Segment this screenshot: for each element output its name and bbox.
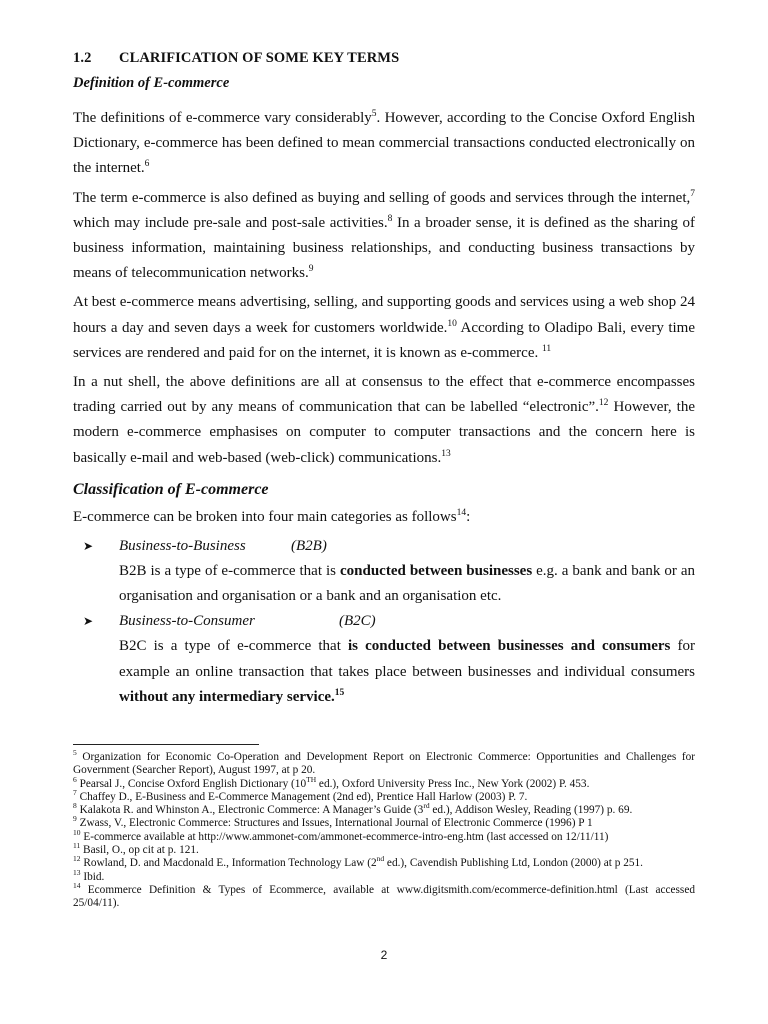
footnote-13 bbox=[73, 867, 695, 884]
b2b-text-a: B2B is a type of e-commerce that is bbox=[119, 563, 340, 580]
footnote-text: Kalakota R. and Whinston A., Electronic Commerce: A Manager’s Guide (3 bbox=[76, 804, 424, 817]
footnote-number: 5 bbox=[73, 748, 77, 758]
footnote-text-2: ed.), Cavendish Publishing Ltd, London (2000) at p 251. bbox=[384, 857, 643, 870]
b2b-text-b: e.g. a bank and bank or an organisation and organisation or a bank and an organisation etc. bbox=[119, 563, 695, 605]
footnote-number: 6 bbox=[73, 774, 77, 784]
footnote-number: 12 bbox=[73, 854, 81, 864]
b2b-text-bold: conducted between businesses bbox=[340, 563, 533, 580]
footnote-ref-13[interactable]: 13 bbox=[441, 448, 451, 459]
footnote-12 bbox=[73, 854, 695, 870]
footnote-number: 11 bbox=[73, 841, 81, 851]
b2c-text-a: B2C is a type of e-commerce that bbox=[119, 638, 349, 655]
paragraph-4-text-b: However, the modern e-commerce emphasises on computer to computer transactions and the concern here is basically e-mail and web-based (web-click) communications. bbox=[73, 399, 695, 466]
footnote-ref-15[interactable]: 15 bbox=[334, 687, 345, 698]
b2b-term: Business-to-Business bbox=[119, 538, 246, 555]
footnote-ref-5[interactable]: 5 bbox=[371, 109, 377, 119]
footnote-text: Rowland, D. and Macdonald E., Information Technology Law (2 bbox=[80, 857, 377, 870]
footnote-ref-6[interactable]: 6 bbox=[144, 159, 150, 170]
footnote-text-2: ed.), Oxford University Press Inc., New York (2002) P. 453. bbox=[316, 777, 590, 790]
footnote-superscript: rd bbox=[423, 801, 430, 811]
document-body bbox=[73, 50, 695, 710]
footnote-5 bbox=[73, 748, 695, 778]
footnote-ref-10[interactable]: 10 bbox=[447, 318, 457, 329]
paragraph-2 bbox=[73, 186, 695, 287]
footnote-text: Pearsal J., Concise Oxford English Dictionary (10 bbox=[76, 777, 307, 790]
paragraph-3-text-b: According to Oladipo Bali, every time services are rendered and paid for on the internet, it is known as e-commerce. bbox=[73, 319, 695, 361]
footnote-10 bbox=[73, 828, 695, 844]
list-item-b2c bbox=[73, 609, 695, 634]
footnote-number: 7 bbox=[73, 788, 77, 798]
b2b-description bbox=[73, 559, 695, 609]
footnote-ref-8[interactable]: 8 bbox=[387, 213, 393, 224]
arrow-bullet-icon: ➤ bbox=[83, 539, 94, 554]
page-number: 2 bbox=[380, 948, 388, 962]
arrow-bullet-icon: ➤ bbox=[83, 614, 94, 629]
footnote-text[interactable]: E-commerce available at http://www.ammonet-com/ammonet-ecommerce-intro-eng.htm (last accessed on 12/11/11) bbox=[80, 830, 609, 843]
footnote-9 bbox=[73, 814, 695, 830]
b2c-text-bold: is conducted between businesses and consumers bbox=[348, 638, 671, 655]
footnote-14 bbox=[73, 881, 695, 911]
footnote-superscript: TH bbox=[306, 774, 317, 784]
list-item-b2b bbox=[73, 534, 695, 559]
classification-intro bbox=[73, 505, 695, 530]
section-title: CLARIFICATION OF SOME KEY TERMS bbox=[119, 50, 400, 66]
footnote-text-2: ed.), Addison Wesley, Reading (1997) p. 69. bbox=[429, 804, 633, 817]
subheading-classification: Classification of E-commerce bbox=[73, 480, 269, 498]
footnote-text: Basil, O., op cit at p. 121. bbox=[80, 844, 199, 857]
footnote-ref-11[interactable]: 11 bbox=[541, 343, 552, 354]
paragraph-2-text-a: The term e-commerce is also defined as buying and selling of goods and services through the internet, bbox=[73, 189, 691, 206]
footnotes bbox=[73, 748, 695, 911]
footnote-7 bbox=[73, 788, 695, 804]
footnote-text: Zwass, V., Electronic Commerce: Structures and Issues, International Journal of Electronic Commerce (1996) P 1 bbox=[76, 817, 593, 830]
b2c-term: Business-to-Consumer bbox=[119, 613, 255, 630]
footnote-8 bbox=[73, 801, 695, 817]
b2b-abbr: (B2B) bbox=[291, 538, 327, 555]
paragraph-4 bbox=[73, 370, 695, 471]
footnote-ref-12[interactable]: 12 bbox=[598, 398, 609, 409]
footnote-ref-9[interactable]: 9 bbox=[308, 264, 314, 275]
footnote-ref-7[interactable]: 7 bbox=[690, 188, 695, 199]
subheading-definition: Definition of E-commerce bbox=[73, 75, 230, 91]
b2c-abbr: (B2C) bbox=[339, 613, 376, 630]
footnote-number: 14 bbox=[73, 881, 81, 891]
paragraph-3 bbox=[73, 290, 695, 366]
footnote-text: Organization for Economic Co-Operation and Development Report on Electronic Commerce: Opportunities and Challenges for Government (Searcher Report), August 1997, at p 20. bbox=[73, 751, 695, 777]
paragraph-1 bbox=[73, 106, 695, 182]
paragraph-2-text-c: In a broader sense, it is defined as the sharing of business information, maintaining business relationships, and conducting business transactions by means of telecommunication networks. bbox=[73, 214, 695, 282]
paragraph-1-text-a: The definitions of e-commerce vary considerably bbox=[73, 110, 372, 126]
footnote-text: Chaffey D., E-Business and E-Commerce Management (2nd ed), Prentice Hall Harlow (2003) P. 7. bbox=[76, 790, 528, 803]
footnote-number: 13 bbox=[73, 867, 81, 877]
paragraph-3-text-a: At best e-commerce means advertising, selling, and supporting goods and services using a web shop 24 hours a day and seven days a week for customers worldwide. bbox=[73, 294, 695, 336]
section-number: 1.2 bbox=[73, 50, 92, 66]
paragraph-1-text-b: . However, according to the Concise Oxford English Dictionary, e-commerce has been defined to mean commercial transactions conducted electronically on the internet. bbox=[73, 110, 695, 177]
footnote-separator bbox=[73, 744, 259, 745]
footnote-number: 8 bbox=[73, 801, 77, 811]
classification-intro-text: E-commerce can be broken into four main categories as follows bbox=[73, 508, 457, 525]
footnote-text[interactable]: Ecommerce Definition & Types of Ecommerce, available at www.digitsmith.com/ecommerce-definition.html (Last accessed 25/04/11). bbox=[73, 883, 695, 910]
footnote-superscript: nd bbox=[376, 854, 385, 864]
footnote-number: 9 bbox=[73, 814, 77, 824]
paragraph-2-text-b: which may include pre-sale and post-sale activities. bbox=[73, 214, 388, 231]
b2c-text-b: for example an online transaction that takes place between businesses and individual consumers bbox=[119, 638, 695, 680]
paragraph-4-text-a: In a nut shell, the above definitions are all at consensus to the effect that e-commerce encompasses trading carried out by any means of communication that can be labelled “electronic”. bbox=[73, 374, 695, 416]
classification-intro-end: : bbox=[466, 508, 471, 525]
section-heading bbox=[73, 50, 695, 67]
footnote-6 bbox=[73, 774, 695, 791]
footnote-ref-14[interactable]: 14 bbox=[456, 507, 467, 518]
b2c-description bbox=[73, 634, 695, 710]
b2c-text-bold-2: without any intermediary service. bbox=[119, 688, 335, 705]
footnote-text: Ibid. bbox=[80, 870, 105, 883]
footnote-number: 10 bbox=[73, 828, 81, 838]
